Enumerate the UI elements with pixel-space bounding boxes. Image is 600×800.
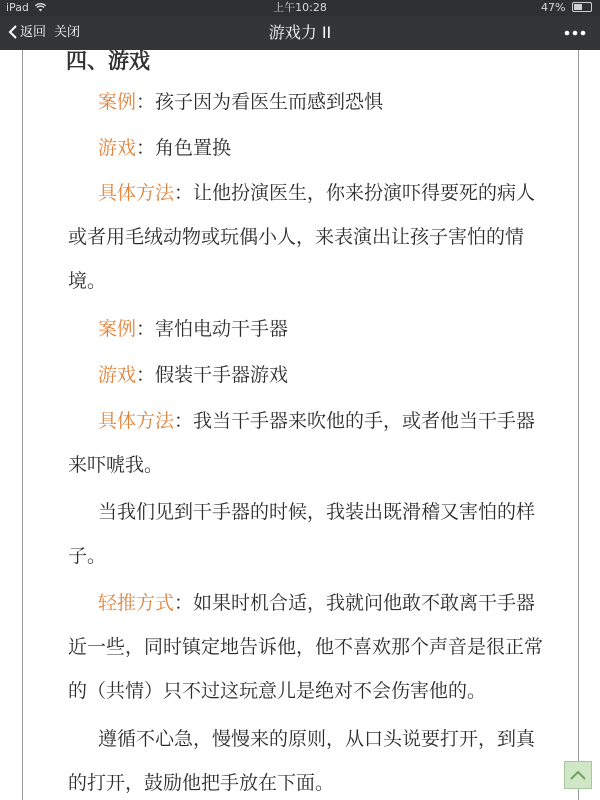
paragraph-text: 假装干手器游戏 (155, 364, 289, 386)
device-name: iPad (6, 1, 29, 14)
battery-percent: 47% (541, 1, 566, 14)
paragraph-separator: ： (136, 364, 156, 386)
status-time: 上午10:28 (273, 1, 327, 14)
paragraph-plain-1 (68, 490, 548, 578)
battery-icon (572, 2, 592, 12)
paragraph-label: 轻推方式 (98, 592, 175, 614)
paragraph-text: 角色置换 (155, 137, 232, 159)
section-title: 四、游戏 (66, 50, 150, 73)
paragraph-method-1 (68, 171, 548, 303)
status-bar (0, 0, 600, 16)
paragraph-label: 案例 (98, 91, 137, 113)
paragraph-nudge (68, 581, 548, 713)
paragraph-game-2 (68, 353, 548, 397)
paragraph-label: 具体方法 (98, 410, 175, 432)
battery-fill (574, 4, 582, 10)
paragraph-text: 遵循不心急，慢慢来的原则，从口头说要打开，到真的打开，鼓励他把手放在下面。 (68, 728, 536, 794)
paragraph-label: 游戏 (98, 137, 137, 159)
scroll-top-button[interactable] (564, 761, 592, 789)
chevron-left-icon (8, 25, 18, 39)
paragraph-separator: ： (136, 91, 156, 113)
more-button[interactable] (564, 16, 586, 50)
paragraph-text: 我当干手器来吹他的手，或者他当干手器来吓唬我。 (68, 410, 536, 476)
more-dots-icon (564, 30, 586, 36)
paragraph-separator: ： (174, 410, 194, 432)
paragraph-text: 如果时机合适，我就问他敢不敢离干手器近一些，同时镇定地告诉他，他不喜欢那个声音是很正常的（共情）只不过这玩意儿是绝对不会伤害他的。 (68, 592, 544, 702)
paragraph-separator: ： (136, 318, 156, 340)
paragraph-label: 具体方法 (98, 182, 175, 204)
paragraph-separator: ： (174, 182, 194, 204)
status-right (541, 0, 592, 16)
paragraph-label: 案例 (98, 318, 137, 340)
paragraph-text: 当我们见到干手器的时候，我装出既滑稽又害怕的样子。 (68, 501, 536, 567)
paragraph-text: 让他扮演医生，你来扮演吓得要死的病人或者用毛绒动物或玩偶小人，来表演出让孩子害怕的情境。 (68, 182, 536, 292)
nav-bar (0, 16, 600, 50)
paragraph-separator: ： (174, 592, 194, 614)
back-button[interactable] (8, 16, 46, 50)
article-content (0, 50, 600, 800)
paragraph-text: 害怕电动干手器 (155, 318, 289, 340)
paragraph-separator: ： (136, 137, 156, 159)
paragraph-plain-2 (68, 717, 548, 800)
chevron-up-icon (570, 769, 586, 781)
page-title: 游戏力 II (268, 23, 332, 42)
paragraph-text: 孩子因为看医生而感到恐惧 (155, 91, 384, 113)
paragraph-case-2 (68, 307, 548, 351)
back-label: 返回 (20, 25, 47, 40)
close-button[interactable]: 关闭 (54, 25, 81, 40)
paragraph-method-2 (68, 399, 548, 487)
paragraph-game-1 (68, 126, 548, 170)
left-frame-line (22, 50, 23, 800)
right-frame-line (578, 50, 579, 800)
paragraph-case-1 (68, 80, 548, 124)
paragraph-label: 游戏 (98, 364, 137, 386)
